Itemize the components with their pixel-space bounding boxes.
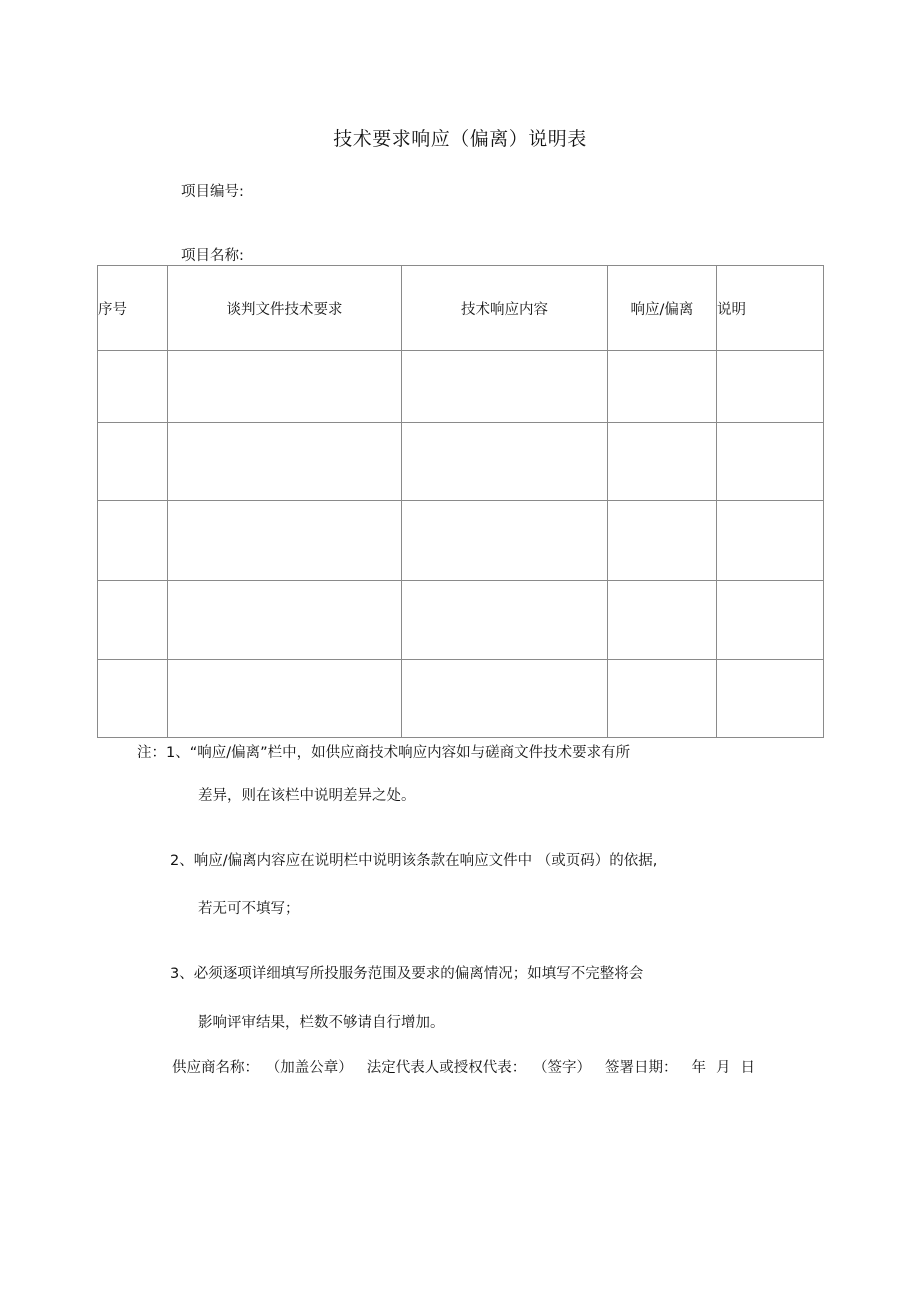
table-cell[interactable] (717, 351, 824, 423)
table-cell[interactable] (402, 660, 608, 738)
date-day: 日 (740, 1060, 755, 1076)
table-cell[interactable] (608, 423, 717, 501)
date-month: 月 (716, 1060, 731, 1076)
table-row (98, 351, 824, 423)
table-cell[interactable] (402, 351, 608, 423)
sign-date-label: 签署日期： (605, 1060, 678, 1076)
table-row (98, 660, 824, 738)
header-response-deviation: 响应/偏离 (608, 266, 717, 351)
table-cell[interactable] (608, 501, 717, 581)
response-table (97, 265, 824, 738)
table-cell[interactable] (98, 660, 168, 738)
signature-footer (172, 1056, 755, 1077)
header-technical-response: 技术响应内容 (402, 266, 608, 351)
header-negotiation-requirement: 谈判文件技术要求 (168, 266, 402, 351)
page-title: 技术要求响应（偏离）说明表 (333, 128, 587, 150)
note-2-line-1: 2、响应/偏离内容应在说明栏中说明该条款在响应文件中 （或页码）的依据, (170, 853, 658, 869)
note-2-line-2: 若无可不填写； (198, 901, 300, 917)
table-cell[interactable] (98, 423, 168, 501)
note-3-line-2: 影响评审结果，栏数不够请自行增加。 (198, 1015, 445, 1031)
note-1-line-2: 差异，则在该栏中说明差异之处。 (198, 788, 416, 804)
table-row (98, 501, 824, 581)
table-cell[interactable] (717, 423, 824, 501)
table-cell[interactable] (608, 581, 717, 660)
table-header-row (98, 266, 824, 351)
seal-note: （加盖公章） (273, 1060, 353, 1076)
supplier-name-label: 供应商名称： (172, 1060, 259, 1076)
note-1-line-1: 注：1、“响应/偏离”栏中，如供应商技术响应内容如与磋商文件技术要求有所 (137, 745, 631, 761)
table-cell[interactable] (168, 423, 402, 501)
table-cell[interactable] (402, 581, 608, 660)
table-cell[interactable] (168, 581, 402, 660)
table-row (98, 581, 824, 660)
table-cell[interactable] (402, 423, 608, 501)
table-cell[interactable] (402, 501, 608, 581)
signature-note: （签字） (540, 1060, 591, 1076)
table-cell[interactable] (717, 501, 824, 581)
table-cell[interactable] (717, 581, 824, 660)
table-cell[interactable] (98, 501, 168, 581)
header-serial-number: 序号 (98, 266, 168, 351)
table-cell[interactable] (168, 351, 402, 423)
table-cell[interactable] (608, 351, 717, 423)
table-cell[interactable] (98, 351, 168, 423)
project-number-label: 项目编号: (181, 184, 244, 200)
legal-rep-label: 法定代表人或授权代表： (366, 1060, 527, 1076)
table-cell[interactable] (717, 660, 824, 738)
table-cell[interactable] (168, 501, 402, 581)
project-name-label: 项目名称: (181, 248, 244, 264)
header-explanation: 说明 (717, 266, 824, 351)
table-cell[interactable] (608, 660, 717, 738)
table-cell[interactable] (168, 660, 402, 738)
table-row (98, 423, 824, 501)
note-3-line-1: 3、必须逐项详细填写所投服务范围及要求的偏离情况；如填写不完整将会 (170, 966, 644, 982)
table-cell[interactable] (98, 581, 168, 660)
date-year: 年 (691, 1060, 706, 1076)
